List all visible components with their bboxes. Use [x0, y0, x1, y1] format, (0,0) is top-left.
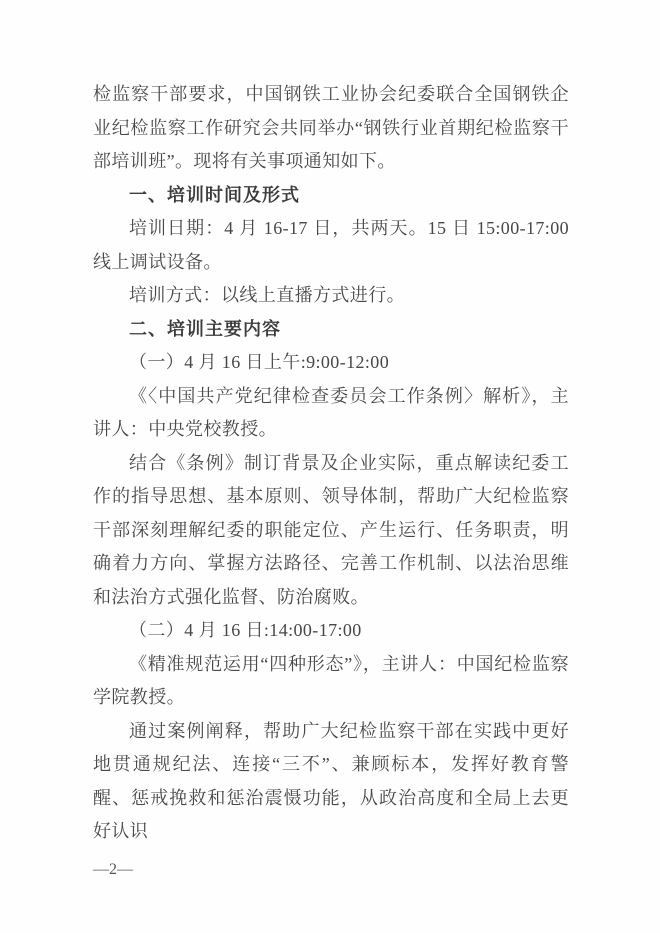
paragraph-session-2-description: 通过案例阐释，帮助广大纪检监察干部在实践中更好地贯通规纪法、连接“三不”、兼顾标本，发挥好教育警醒、惩戒挽救和惩治震慑功能，从政治高度和全局上去更好认识: [93, 720, 569, 841]
document-body: [93, 78, 569, 849]
paragraph-training-date: 培训日期：4 月 16-17 日，共两天。15 日 15:00-17:00线上调试设备。: [93, 218, 569, 272]
paragraph-session-1-description: 结合《条例》制订背景及企业实际，重点解读纪委工作的指导思想、基本原则、领导体制，帮助广大纪检监察干部深刻理解纪委的职能定位、产生运行、任务职责，明确着力方向、掌握方法路径、完善工作机制、以法治思维和法治方式强化监督、防治腐败。: [93, 452, 569, 607]
page-number: —2—: [93, 861, 133, 878]
paragraph-session-2-topic: 《精准规范运用“四种形态”》，主讲人：中国纪检监察学院教授。: [93, 653, 569, 707]
paragraph-session-2-time: （二）4 月 16 日:14:00-17:00: [129, 620, 362, 640]
paragraph-training-method: 培训方式：以线上直播方式进行。: [129, 285, 405, 305]
paragraph-continuation: 检监察干部要求，中国钢铁工业协会纪委联合全国钢铁企业纪检监察工作研究会共同举办“钢铁行业首期纪检监察干部培训班”。现将有关事项通知如下。: [93, 84, 569, 171]
section-heading-1: 一、培训时间及形式: [129, 184, 300, 205]
paragraph-session-1-topic: 《〈中国共产党纪律检查委员会工作条例〉解析》，主讲人：中央党校教授。: [93, 385, 569, 439]
section-heading-2: 二、培训主要内容: [129, 318, 281, 339]
paragraph-session-1-time: （一）4 月 16 日上午:9:00-12:00: [129, 352, 390, 372]
